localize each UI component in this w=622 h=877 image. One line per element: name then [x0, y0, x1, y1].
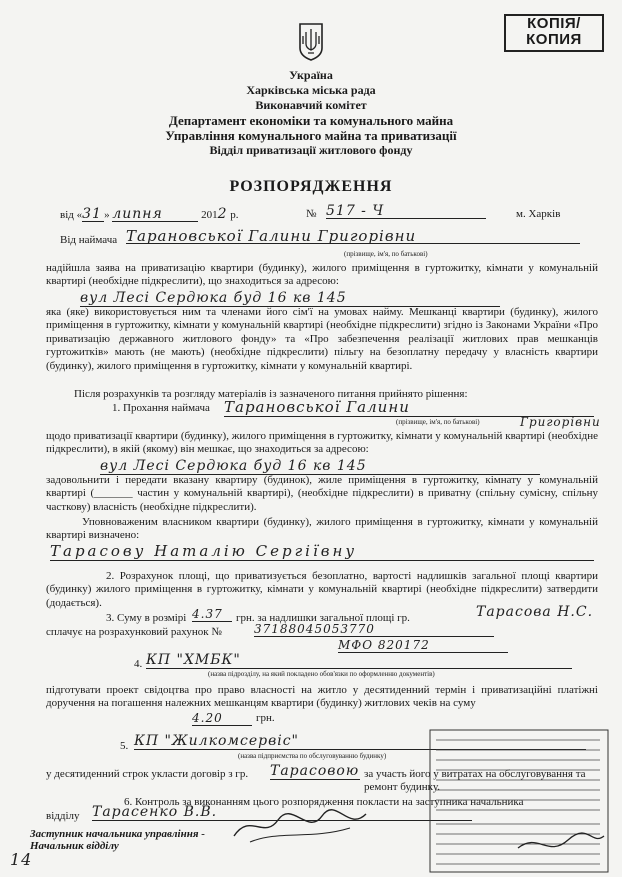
item4-label: 4.: [134, 658, 143, 670]
address-line-1: вул Лесі Сердюка буд 16 кв 145: [80, 290, 500, 307]
signature-scribble-icon: [230, 806, 370, 846]
item1-label: 1. Прохання наймача: [112, 402, 210, 414]
signature-line-1: Заступник начальника управління -: [30, 828, 205, 840]
item3-mfo: МФО 820172: [338, 638, 508, 653]
item5-org: КП "Жилкомсервіс": [134, 733, 586, 750]
date-year-digit: 2: [217, 206, 228, 222]
item4-text: підготувати проект свідоцтва про право власності на житло у десятиденний термін і приватизаційні платіжні доручення на погашення належних мешканцям квартири (будинку) житлових чеків на суму: [46, 684, 598, 710]
item5-text-a: у десятиденний строк укласти договір з гр.: [46, 768, 249, 780]
item5-label: 5.: [120, 740, 129, 752]
item3-sum: 4.37: [192, 607, 232, 622]
date-line: від «31 » липня 2012 р. № 517 - Ч м. Харків: [60, 203, 561, 222]
coat-of-arms-icon: [298, 22, 324, 62]
copy-stamp: КОПІЯ/ КОПИЯ: [504, 14, 604, 52]
header: [0, 68, 622, 158]
item3-account: 37188045053770: [254, 622, 494, 637]
signature-line-2: Начальник відділу: [30, 840, 119, 852]
order-number: 517 - Ч: [326, 205, 486, 219]
item3-account-label: сплачує на розрахунковий рахунок №: [46, 626, 222, 638]
item1-name-patronymic: Григорівни: [520, 415, 601, 429]
item6-text: 6. Контроль за виконанням цього розпорядження покласти на заступника начальника: [124, 796, 524, 808]
item1-text2: задовольнити і передати вказану квартиру (будинок), жиле приміщення в гуртожитку, кімнату у комунальній квартирі (_______ частин у комунальній квартирі), (необхідне підкреслити) в приватну (спільну сумісну, спільну часткову) власність (необхідне підкреслити).: [46, 474, 598, 513]
item3-text: грн. за надлишки загальної площі гр.: [236, 612, 410, 624]
paragraph-application: надійшла заява на приватизацію квартири (будинку), жилого приміщення в гуртожитку, кімнати у комунальній квартирі (необхідне підкреслити), що знаходиться за адресою:: [46, 262, 598, 288]
corner-mark: 14: [10, 850, 33, 869]
signature-block: [30, 828, 205, 852]
paragraph-decision: Після розрахунків та розгляду матеріалів із зазначеного питання прийнято рішення:: [74, 388, 468, 400]
item1-address: вул Лесі Сердюка буд 16 кв 145: [100, 458, 540, 475]
item5-person: Тарасовою: [270, 763, 360, 779]
city: м. Харків: [516, 208, 561, 220]
header-council: Харківська міська рада: [246, 83, 376, 97]
owner-text: Уповноваженим власником квартири (будинку), жилого приміщення в гуртожитку, кімнати у комунальній квартирі визначено:: [46, 516, 598, 542]
header-committee: Виконавчий комітет: [255, 98, 367, 112]
owner-name: Тарасову Наталію Сергіївну: [50, 542, 594, 561]
header-division: Відділ приватизації житлового фонду: [209, 143, 413, 157]
item6-responsible: Тарасенко В.В.: [92, 804, 472, 821]
header-administration: Управління комунального майна та приватизації: [165, 128, 457, 143]
header-country: Україна: [289, 68, 333, 82]
item5-text-b: за участь його у витратах на обслуговування та ремонт будинку.: [364, 768, 586, 794]
paragraph-tenants: яка (яке) використовується ним та членами його сім'ї на умовах найму. Мешканці квартири (будинку), жилого приміщення в гуртожитку, кімнати у комунальній квартирі (необхідне підкреслити) згідно із Законами України «Про приватизацію державного житлового фонду» та «Про забезпечення реалізації житлових прав мешканців гуртожитків» мають (не мають) (необхідне підкреслити) пільгу на безоплатну передачу у власність квартири (будинку), жилого приміщення в гуртожитку, кімнати у комунальній квартирі.: [46, 306, 598, 372]
item3-label: 3. Суму в розмірі: [106, 612, 187, 624]
tenant-name: Тарановської Галини Григорівни: [126, 230, 580, 244]
item1-name: Тарановської Галини: [224, 398, 594, 417]
date-month: липня: [112, 208, 198, 222]
item4-unit: грн.: [256, 712, 275, 724]
item3-person: Тарасова Н.С.: [476, 604, 594, 620]
date-day: 31: [82, 208, 104, 222]
item6-division-label: відділу: [46, 810, 80, 822]
tenant-line: Від наймача Тарановської Галини Григорівни (прізвище, ім'я, по батькові): [60, 234, 580, 247]
item2-text: 2. Розрахунок площі, що приватизується безоплатно, вартості надлишків загальної площі квартири (будинку) жилого приміщення в гуртожитку, кімнати у комунальній квартирі (необхідне підкреслити) затвердити (додається).: [46, 570, 598, 609]
header-department: Департамент економіки та комунального майна: [168, 113, 454, 128]
item1-text: щодо приватизації квартири (будинку), жилого приміщення в гуртожитку, кімнати у комунальній квартирі (необхідне підкреслити), в якій (якому) він мешкає, що знаходиться за адресою:: [46, 430, 598, 456]
certification-seal-icon: [428, 728, 610, 874]
item4-sum: 4.20: [192, 711, 252, 726]
document-title: РОЗПОРЯДЖЕННЯ: [229, 178, 393, 195]
item4-org: КП "ХМБК": [146, 652, 572, 669]
